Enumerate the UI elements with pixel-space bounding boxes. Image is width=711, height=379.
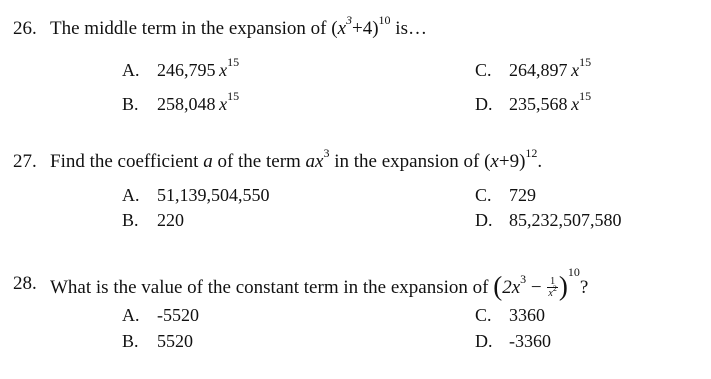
math-expression: ($2x^3$ − $\frac{1}{x^2}$ )$^{10}$ xyxy=(493,264,580,301)
question-number: 27. xyxy=(13,151,37,172)
term-expression: $ax^3$ xyxy=(305,145,330,172)
fraction: $\frac{1}{x^2}$ xyxy=(548,276,557,300)
question-stem: Find the coefficient a of the term $ax^3$ in the expansion of $(x+9)^{12}$. xyxy=(50,145,543,172)
math-expression: $(x^3+4)^{10}$ xyxy=(331,12,391,39)
stem-text: The middle term in the expansion of xyxy=(50,18,332,39)
math-expression: $(x+9)^{12}$ xyxy=(484,145,538,172)
question-stem xyxy=(50,12,427,41)
question-number: 28. xyxy=(13,273,37,294)
stem-ending: is… xyxy=(395,18,427,39)
question-number: 26. xyxy=(13,18,37,39)
question-stem: What is the value of the constant term in the expansion of ($2x^3$ − $\frac{1}{x^2}$ )$^{10}$? xyxy=(50,264,589,301)
coefficient-symbol: a xyxy=(203,151,213,172)
